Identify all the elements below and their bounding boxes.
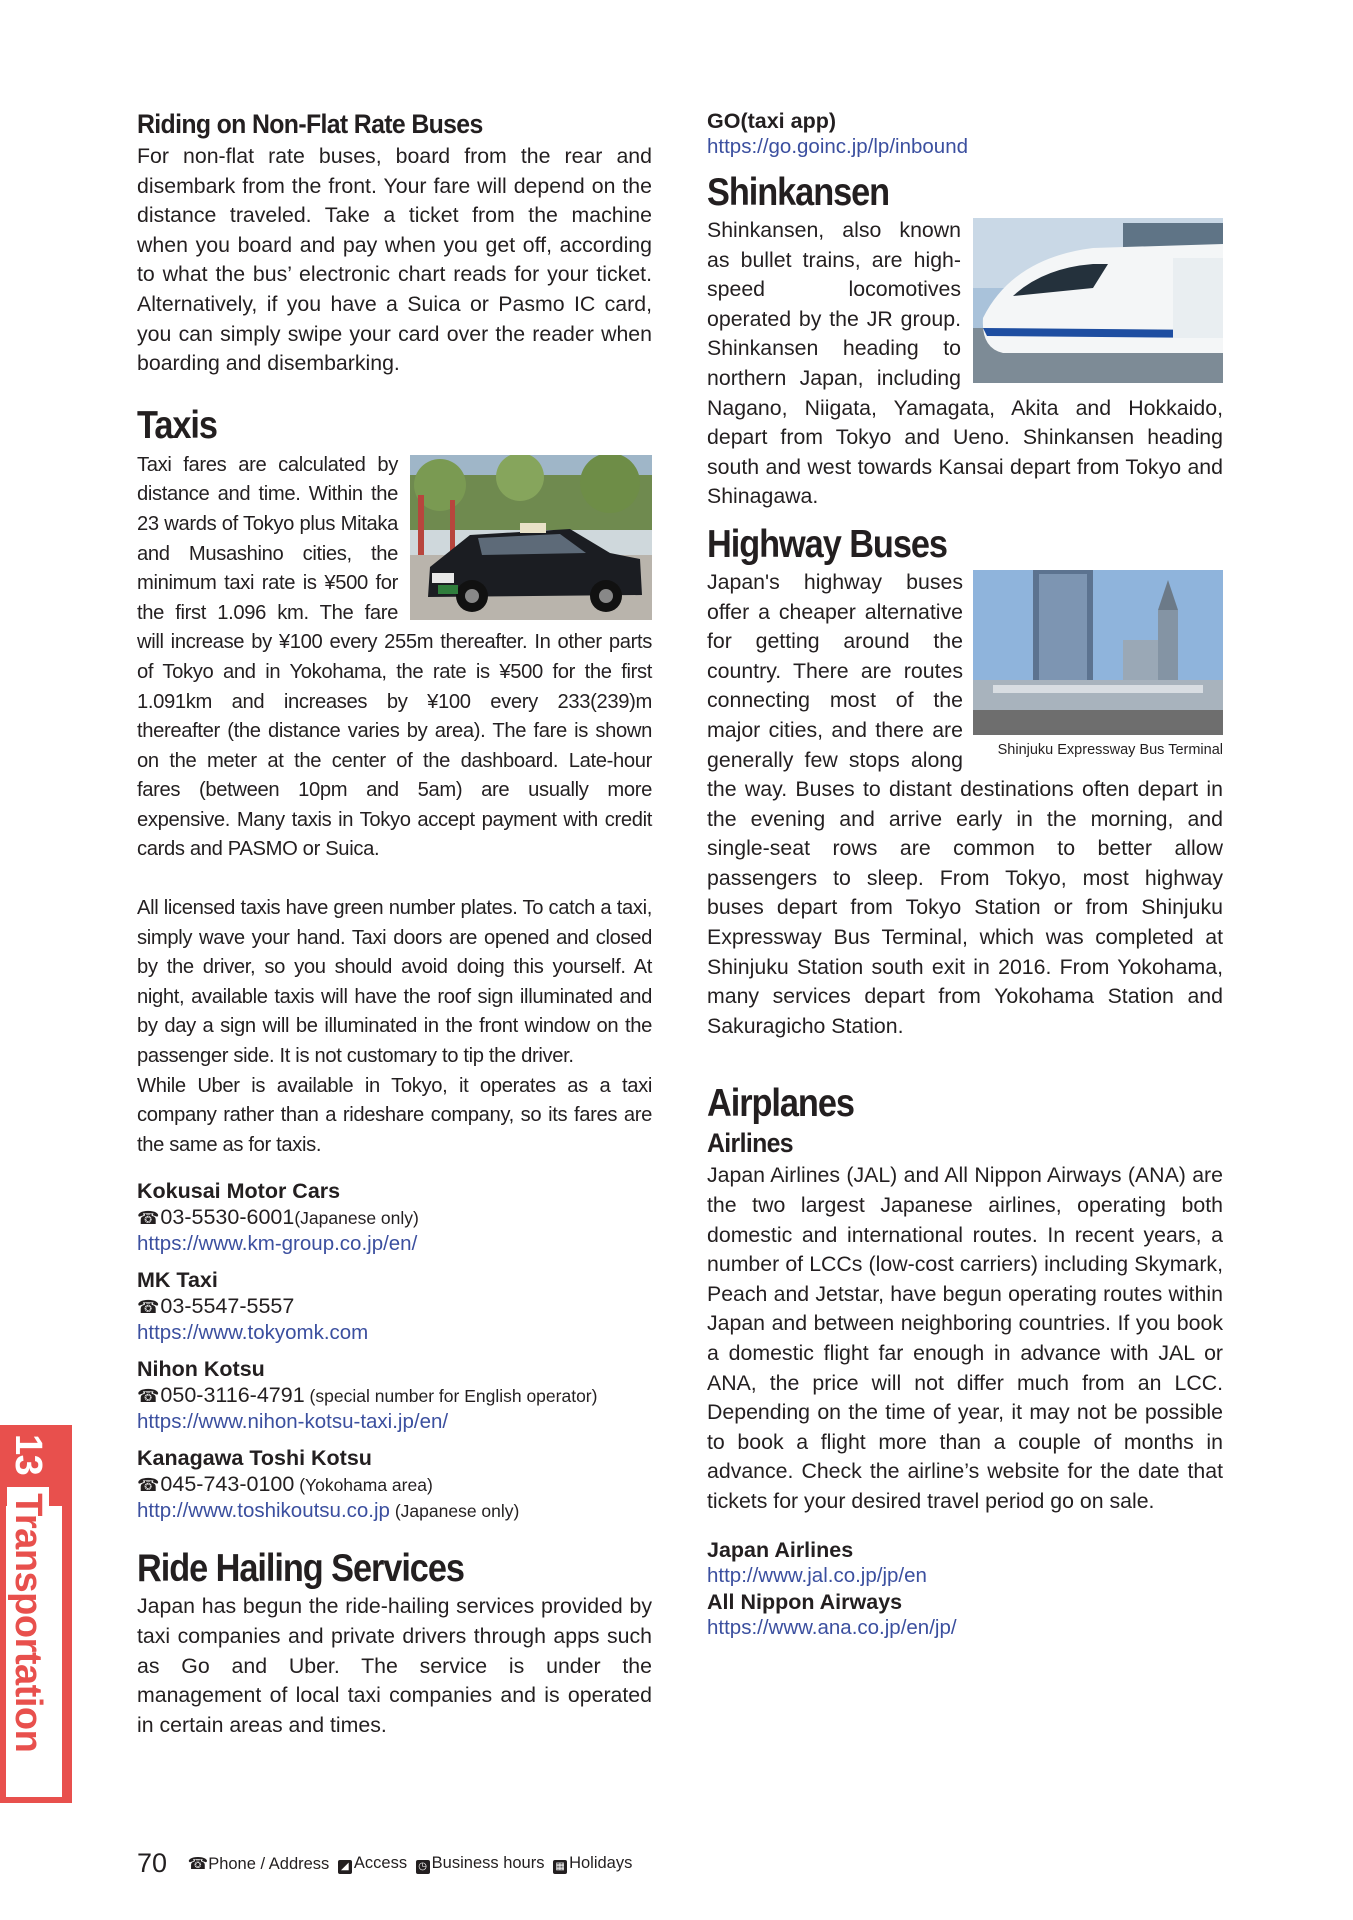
company-phone-line bbox=[137, 1471, 652, 1498]
company-url-line bbox=[137, 1231, 652, 1257]
legend-hours-label: Business hours bbox=[431, 1853, 545, 1872]
go-app-name: GO(taxi app) bbox=[707, 109, 837, 133]
company-item bbox=[137, 1445, 652, 1524]
go-app-url-link[interactable]: https://go.goinc.jp/lp/inbound bbox=[707, 135, 968, 158]
shinkansen-heading: Shinkansen bbox=[707, 171, 890, 214]
company-phone-note: (Japanese only) bbox=[294, 1208, 419, 1229]
company-url-link[interactable]: https://www.nihon-kotsu-taxi.jp/en/ bbox=[137, 1410, 449, 1434]
airline-name: Japan Airlines bbox=[707, 1537, 854, 1562]
airline-url-link[interactable]: https://www.ana.co.jp/en/jp/ bbox=[707, 1615, 957, 1639]
company-phone-line bbox=[137, 1382, 652, 1409]
right-column bbox=[707, 108, 1223, 1641]
legend-holidays bbox=[553, 1854, 632, 1872]
airline-list bbox=[707, 1537, 1223, 1641]
airplanes-heading: Airplanes bbox=[707, 1082, 854, 1126]
shinkansen-illustration bbox=[973, 218, 1223, 383]
company-phone: 03-5530-6001 bbox=[160, 1205, 295, 1230]
page-footer bbox=[137, 1848, 636, 1879]
company-name: Kanagawa Toshi Kotsu bbox=[137, 1446, 372, 1471]
chapter-tab-text bbox=[6, 1434, 49, 1758]
nonflat-body: For non-flat rate buses, board from the rear and disembark from the front. Your fare will depend on the distance traveled. Take a ticket from the machine when you board and pay when you get off, according to what the bus’ electronic chart reads for your ticket. Alternatively, if you have a Suica or Pasmo IC card, you can simply swipe your card over the reader when boarding and disembarking. bbox=[137, 144, 652, 376]
ridehailing-body: Japan has begun the ride-hailing services provided by taxi companies and private drivers through apps such as Go and Uber. The service is under the management of local taxi companies and is operated in certain areas and times. bbox=[137, 1594, 652, 1737]
go-app-url-line bbox=[707, 134, 1223, 160]
chapter-tab[interactable] bbox=[0, 1425, 72, 1803]
ridehailing-heading: Ride Hailing Services bbox=[137, 1547, 464, 1591]
taxis-body-1: Taxi fares are calculated by distance and time. Within the 23 wards of Tokyo plus Mitaka and Musashino cities, the minimum taxi rate is ¥500 for the first 1.096 km. The fare will increase by ¥100 every 255m thereafter. In other parts of Tokyo and in Yokohama, the rate is ¥500 for the first 1.091km and increases by ¥100 every 233(239)m thereafter (the distance varies by area). The fare is shown on the meter at the center of the dashboard. Late-hour fares (between 10pm and 5am) are usually more expensive. Many taxis in Tokyo accept payment with credit cards and PASMO or Suica. bbox=[137, 453, 652, 861]
chapter-label: Transportation bbox=[7, 1487, 49, 1758]
company-url-line bbox=[137, 1409, 652, 1435]
chapter-number: 13 bbox=[7, 1434, 49, 1476]
shinkansen-photo bbox=[973, 218, 1223, 383]
company-phone-line bbox=[137, 1204, 652, 1231]
taxi-company-list bbox=[137, 1178, 652, 1524]
company-item bbox=[137, 1178, 652, 1257]
company-name: MK Taxi bbox=[137, 1268, 218, 1293]
shinkansen-section bbox=[707, 216, 1223, 512]
taxis-body-2: All licensed taxis have green number plates. To catch a taxi, simply wave your hand. Taxi doors are opened and closed by the driver, so you should avoid doing this yourself. At night, available taxis will have the roof sign illuminated and by day a sign will be illuminated in the front window on the passenger side. It is not customary to tip the driver. bbox=[137, 897, 652, 1068]
phone-icon: ☎ bbox=[137, 1475, 160, 1496]
highway-body: Japan's highway buses offer a cheaper alternative for getting around the country. There are routes connecting most of the major cities, and there are generally few stops along the way. Buses to distant destinations often depart in the evening and arrive early in the morning, and single-seat rows are common to better allow passengers to sleep. From Tokyo, most highway buses depart from Tokyo Station or from Shinjuku Expressway Bus Terminal, which was completed at Shinjuku Station south exit in 2016. From Yokohama, many services depart from Yokohama Station and Sakuragicho Station. bbox=[707, 569, 1223, 1038]
company-name: Nihon Kotsu bbox=[137, 1357, 265, 1382]
company-phone-note: (Yokohama area) bbox=[294, 1475, 433, 1496]
highway-heading: Highway Buses bbox=[707, 522, 947, 566]
nonflat-heading: Riding on Non-Flat Rate Buses bbox=[137, 109, 483, 139]
airlines-subheading: Airlines bbox=[707, 1128, 793, 1159]
company-item bbox=[137, 1267, 652, 1346]
company-url-note: (Japanese only) bbox=[389, 1501, 520, 1522]
phone-icon: ☎ bbox=[187, 1854, 209, 1873]
taxi-illustration bbox=[410, 455, 652, 620]
bus-terminal-caption: Shinjuku Expressway Bus Terminal bbox=[997, 741, 1223, 758]
highway-figure bbox=[973, 570, 1223, 759]
airline-name: All Nippon Airways bbox=[707, 1589, 903, 1614]
left-column bbox=[137, 108, 652, 1740]
taxis-section bbox=[137, 451, 652, 865]
taxis-heading: Taxis bbox=[137, 403, 217, 447]
company-url-line bbox=[137, 1498, 652, 1524]
highway-section bbox=[707, 568, 1223, 1042]
company-item bbox=[137, 1356, 652, 1435]
airline-url-link[interactable]: http://www.jal.co.jp/jp/en bbox=[707, 1563, 927, 1587]
company-url-link[interactable]: https://www.km-group.co.jp/en/ bbox=[137, 1232, 418, 1256]
airline-url-line bbox=[707, 1615, 1223, 1641]
phone-icon: ☎ bbox=[137, 1297, 160, 1318]
company-url-line bbox=[137, 1320, 652, 1346]
bus-terminal-photo bbox=[973, 570, 1223, 735]
phone-icon: ☎ bbox=[137, 1208, 160, 1229]
legend-hours bbox=[416, 1854, 545, 1872]
legend-holidays-label: Holidays bbox=[569, 1853, 633, 1872]
legend-phone bbox=[188, 1855, 330, 1873]
legend-access bbox=[338, 1854, 407, 1872]
company-phone: 045-743-0100 bbox=[160, 1472, 295, 1497]
company-phone: 03-5547-5557 bbox=[160, 1294, 295, 1319]
company-url-link[interactable]: https://www.tokyomk.com bbox=[137, 1321, 369, 1345]
company-name: Kokusai Motor Cars bbox=[137, 1179, 341, 1204]
legend-phone-label: Phone / Address bbox=[208, 1854, 330, 1873]
bus-terminal-illustration bbox=[973, 570, 1223, 735]
taxi-photo bbox=[410, 455, 652, 620]
calendar-icon: ▦ bbox=[553, 1860, 567, 1874]
legend-access-label: Access bbox=[353, 1853, 408, 1872]
taxis-body-3: While Uber is available in Tokyo, it operates as a taxi company rather than a rideshare company, so its fares are the same as for taxis. bbox=[137, 1074, 652, 1156]
company-phone-line bbox=[137, 1293, 652, 1320]
company-phone-note: (special number for English operator) bbox=[304, 1386, 598, 1407]
access-icon: ◢ bbox=[338, 1860, 352, 1874]
clock-icon: ◷ bbox=[416, 1860, 430, 1874]
airline-url-line bbox=[707, 1563, 1223, 1589]
page-number: 70 bbox=[137, 1848, 168, 1878]
company-phone: 050-3116-4791 bbox=[160, 1383, 305, 1408]
phone-icon: ☎ bbox=[137, 1386, 160, 1407]
airplanes-body: Japan Airlines (JAL) and All Nippon Airways (ANA) are the two largest Japanese airlines, operating both domestic and international routes. In recent years, a number of LCCs (low-cost carriers) including Skymark, Peach and Jetstar, have begun operating routes within Japan and between neighboring countries. If you book a domestic flight far enough in advance with JAL or ANA, the price will not differ much from an LCC. Depending on the time of year, it may not be possible to book a flight more than a couple of months in advance. Check the airline’s website for the date that tickets for your desired travel period go on sale. bbox=[707, 1163, 1223, 1513]
shinkansen-body: Shinkansen, also known as bullet trains, are high-speed locomotives operated by the JR group. Shinkansen heading to northern Japan, including Nagano, Niigata, Yamagata, Akita and Hokkaido, depart from Tokyo and Ueno. Shinkansen heading south and west towards Kansai depart from Tokyo and Shinagawa. bbox=[707, 218, 1223, 509]
company-url-link[interactable]: http://www.toshikoutsu.co.jp bbox=[137, 1499, 390, 1523]
